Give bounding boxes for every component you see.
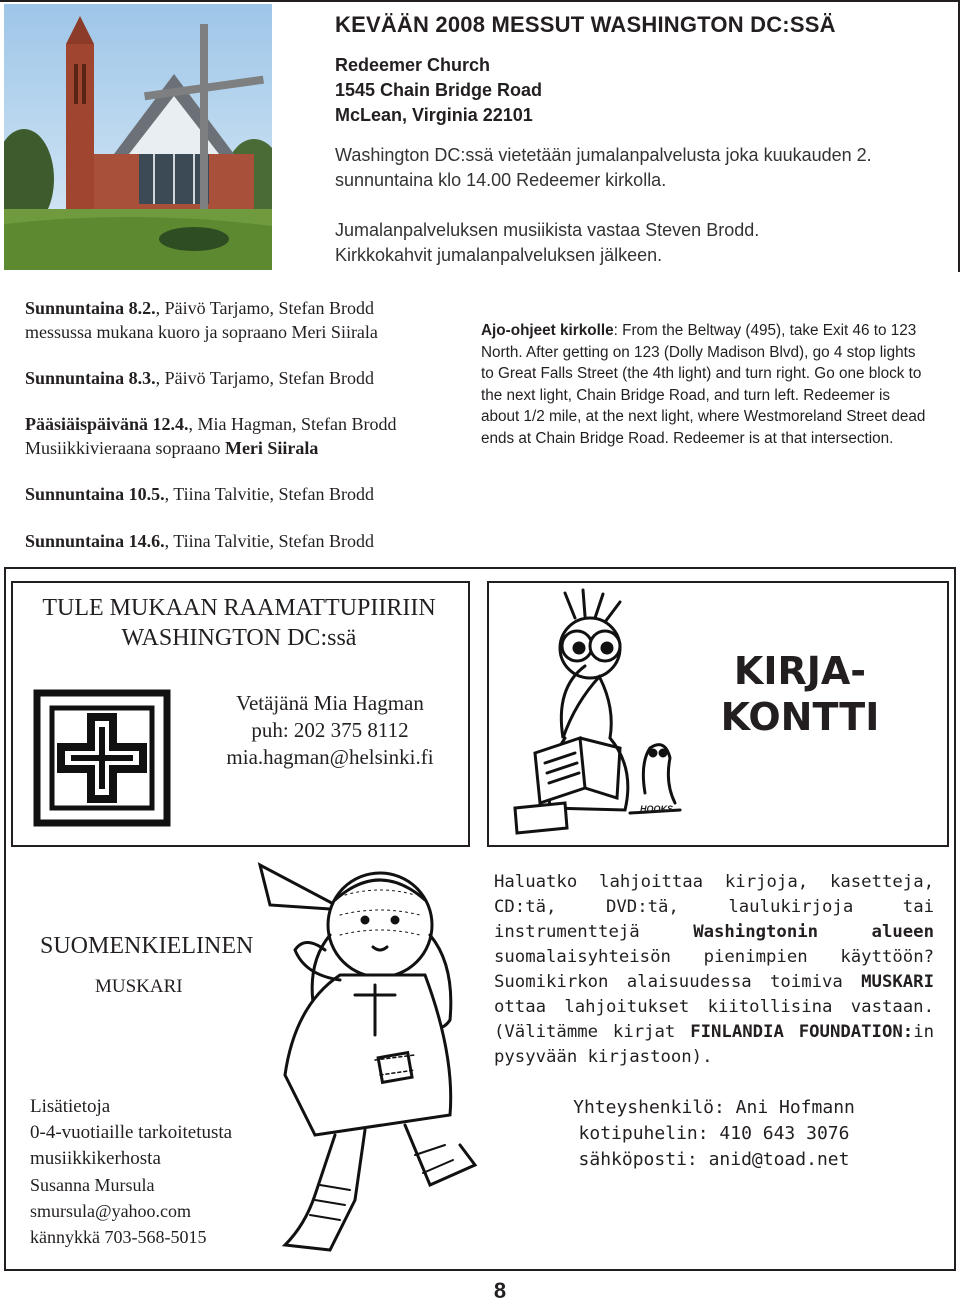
page-number: 8: [493, 1278, 507, 1303]
kirjakontti-title: [700, 648, 900, 740]
donation-emphasis: FINLANDIA FOUNDATION:: [690, 1022, 914, 1042]
service-officiants: , Päivö Tarjamo, Stefan Brodd: [155, 298, 374, 318]
bible-study-email: mia.hagman@helsinki.fi: [226, 745, 434, 769]
driving-directions: [481, 320, 926, 449]
intro-line: sunnuntaina klo 14.00 Redeemer kirkolla.: [335, 170, 667, 190]
donation-appeal: [494, 870, 934, 1070]
muskari-contact-email: smursula@yahoo.com: [30, 1201, 192, 1221]
intro-line: Jumalanpalveluksen musiikista vastaa Steven Brodd.: [335, 220, 760, 240]
service-item: [25, 414, 397, 435]
directions-label: Ajo-ohjeet kirkolle: [481, 322, 614, 339]
service-date: Sunnuntaina 14.6.: [25, 531, 165, 551]
page-heading: KEVÄÄN 2008 MESSUT WASHINGTON DC:SSÄ: [335, 12, 836, 37]
muskari-title: SUOMENKIELINEN: [40, 933, 254, 959]
service-date: Pääsiäispäivänä 12.4.: [25, 414, 189, 434]
service-officiants: , Tiina Talvitie, Stefan Brodd: [164, 484, 374, 504]
intro-line: Washington DC:ssä vietetään jumalanpalvelusta joka kuukauden 2.: [335, 145, 872, 165]
artist-signature: HOOKS: [640, 804, 674, 814]
muskari-subtitle: MUSKARI: [95, 976, 183, 997]
donation-emphasis: Washingtonin alueen: [693, 922, 934, 942]
donation-contact-email: sähköposti: anid@toad.net: [578, 1149, 850, 1170]
bird-reading-icon: [505, 588, 695, 838]
service-date: Sunnuntaina 10.5.: [25, 484, 165, 504]
bible-study-title: [14, 593, 464, 653]
service-note: messussa mukana kuoro ja sopraano Meri Siirala: [25, 322, 378, 342]
donation-contact: [494, 1095, 934, 1173]
service-officiants: , Mia Hagman, Stefan Brodd: [188, 414, 397, 434]
bible-study-title-line: TULE MUKAAN RAAMATTUPIIRIIN: [42, 595, 436, 621]
donation-text: Haluatko lahjoittaa kirjoja, kasetteja, CD:tä, DVD:tä, laulukirjoja tai instrumenttejä: [494, 872, 934, 942]
bible-study-leader: Vetäjänä Mia Hagman: [236, 691, 424, 715]
donation-contact-name: Yhteyshenkilö: Ani Hofmann: [573, 1097, 855, 1118]
muskari-info: [30, 1094, 232, 1250]
service-note-text: Musiikkivieraana sopraano: [25, 438, 225, 458]
kirjakontti-title-line: KONTTI: [720, 695, 880, 739]
service-officiants: , Tiina Talvitie, Stefan Brodd: [164, 531, 374, 551]
service-item: [25, 298, 374, 319]
muskari-info-line: Lisätietoja: [30, 1096, 111, 1117]
church-name: Redeemer Church: [335, 55, 491, 75]
service-date: Sunnuntaina 8.3.: [25, 368, 156, 388]
church-photo: [4, 4, 272, 270]
donation-text: in pysyvään kirjastoon).: [494, 1022, 934, 1067]
church-city: McLean, Virginia 22101: [335, 105, 533, 125]
service-officiants: , Päivö Tarjamo, Stefan Brodd: [155, 368, 374, 388]
donation-text: ottaa lahjoitukset kiitollisina vastaan. (Välitämme kirjat: [494, 997, 934, 1042]
kirjakontti-title-line: KIRJA-: [733, 649, 867, 693]
donation-contact-phone: kotipuhelin: 410 643 3076: [578, 1123, 850, 1144]
muskari-info-line: musiikkikerhosta: [30, 1148, 161, 1169]
bible-study-phone: puh: 202 375 8112: [251, 718, 409, 742]
cross-emblem-icon: [27, 683, 177, 833]
intro-line: Kirkkokahvit jumalanpalveluksen jälkeen.: [335, 245, 663, 265]
directions-text: : From the Beltway (495), take Exit 46 to 123 North. After getting on 123 (Dolly Madison Blvd), go 4 stop lights to Great Falls Street (the 4th light) and turn right. Go one block to the next light, Chain Bridge Road, and turn left. Redeemer is about 1/2 mile, at the next light, where Westmoreland Street dead ends at Chain Bridge Road. Redeemer is at that intersection.: [481, 322, 926, 447]
service-note: [25, 438, 318, 459]
service-date: Sunnuntaina 8.2.: [25, 298, 156, 318]
service-item: [25, 531, 374, 552]
donation-emphasis: MUSKARI: [861, 972, 934, 992]
muskari-info-line: 0-4-vuotiaille tarkoitetusta: [30, 1122, 233, 1143]
muskari-contact-name: Susanna Mursula: [30, 1175, 155, 1195]
muskari-contact-phone: kännykkä 703-568-5015: [30, 1227, 207, 1247]
bible-study-title-line: WASHINGTON DC:ssä: [121, 625, 357, 651]
donation-text: suomalaisyhteisön pienimpien käyttöön? Suomikirkon alaisuudessa toimiva: [494, 947, 934, 992]
church-street: 1545 Chain Bridge Road: [335, 80, 543, 100]
child-with-trumpet-icon: [255, 855, 485, 1265]
bible-study-contact: [195, 690, 465, 771]
service-item: [25, 484, 374, 505]
service-item: [25, 368, 374, 389]
service-note-name: Meri Siirala: [224, 438, 319, 458]
